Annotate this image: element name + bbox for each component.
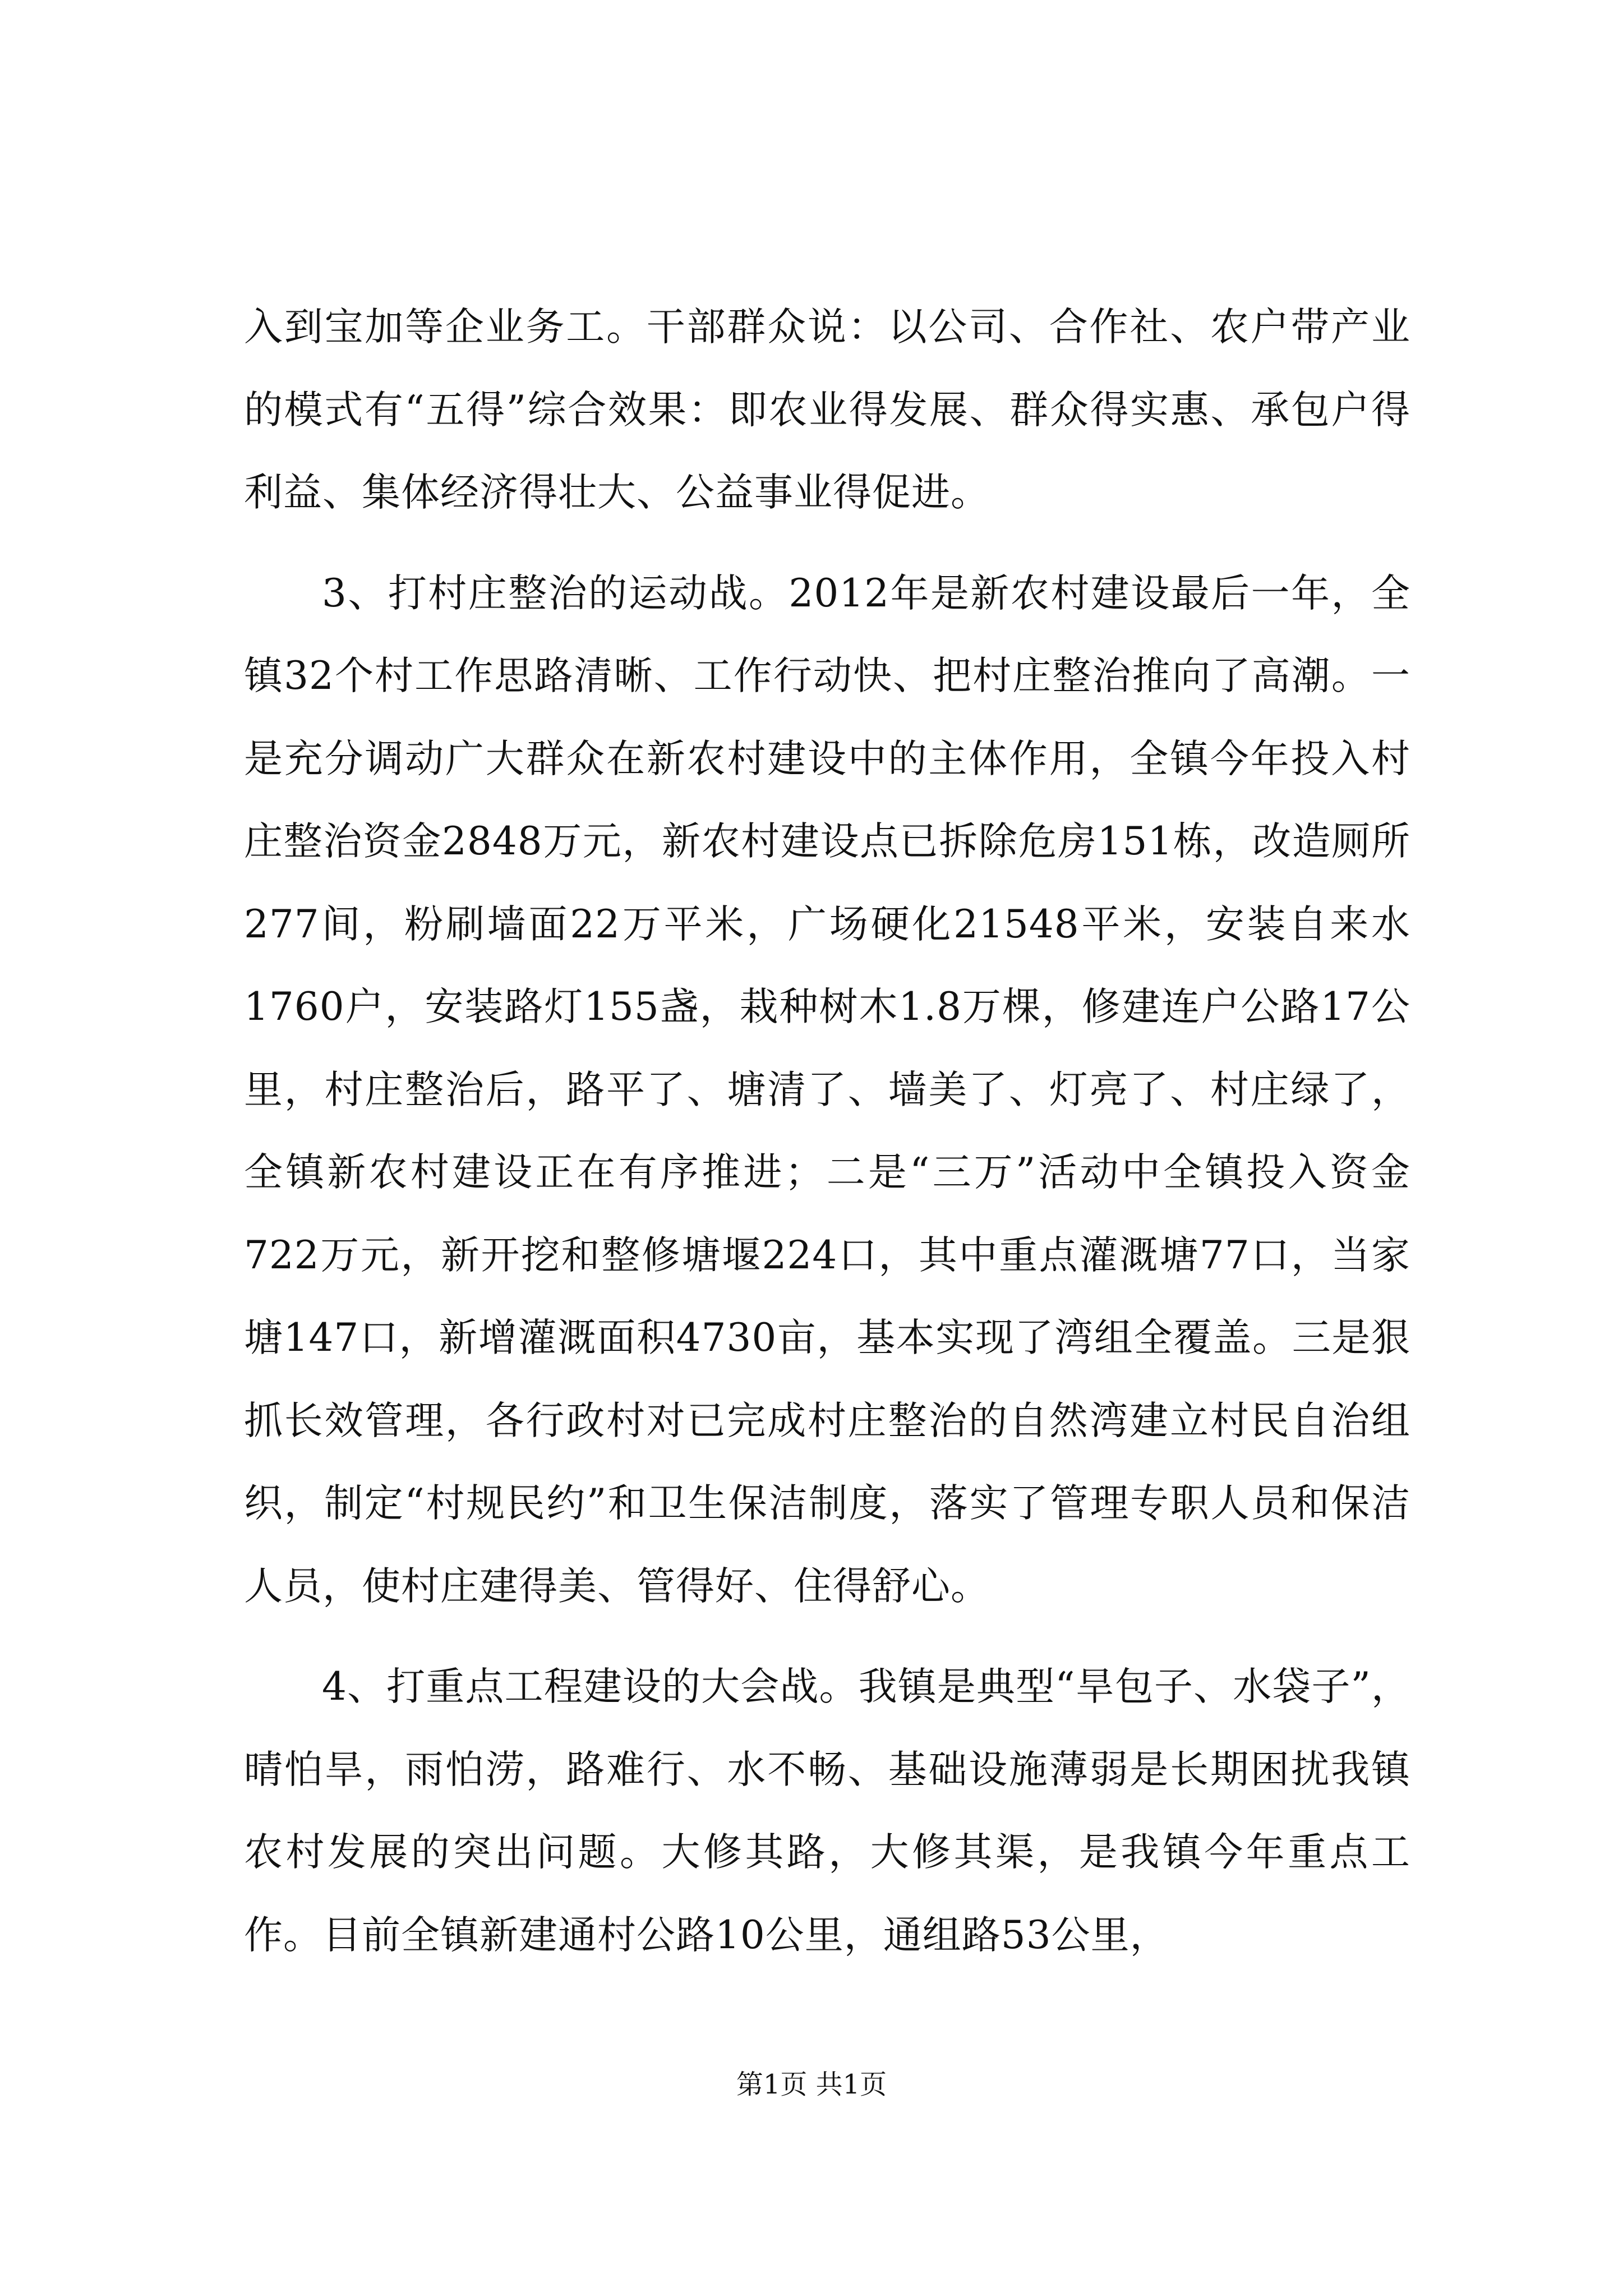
paragraph-continuation: 入到宝加等企业务工。干部群众说：以公司、合作社、农户带产业的模式有“五得”综合效果：即农业得发展、群众得实惠、承包户得利益、集体经济得壮大、公益事业得促进。 (244, 305, 1410, 515)
paragraph-village-renovation: 3、打村庄整治的运动战。2012年是新农村建设最后一年，全镇32个村工作思路清晰、工作行动快、把村庄整治推向了高潮。一是充分调动广大群众在新农村建设中的主体作用，全镇今年投入村庄整治资金2848万元，新农村建设点已拆除危房151栋，改造厕所277间，粉刷墙面22万平米，广场硬化21548平米，安装自来水1760户，安装路灯155盏，栽种树木1.8万棵，修建连户公路17公里，村庄整治后，路平了、塘清了、墙美了、灯亮了、村庄绿了，全镇新农村建设正在有序推进；二是“三万”活动中全镇投入资金722万元，新开挖和整修塘堰224口，其中重点灌溉塘77口，当家塘147口，新增灌溉面积4730亩，基本实现了湾组全覆盖。三是狠抓长效管理，各行政村对已完成村庄整治的自然湾建立村民自治组织，制定“村规民约”和卫生保洁制度，落实了管理专职人员和保洁人员，使村庄建得美、管得好、住得舒心。 (244, 570, 1410, 1609)
page-footer: 第1页 共1页 (736, 2069, 887, 2100)
paragraph-key-projects: 4、打重点工程建设的大会战。我镇是典型“旱包子、水袋子”，晴怕旱，雨怕涝，路难行、水不畅、基础设施薄弱是长期困扰我镇农村发展的突出问题。大修其路，大修其渠，是我镇今年重点工作。目前全镇新建通村公路10公里，通组路53公里， (244, 1664, 1410, 1958)
document-body (244, 286, 1410, 1995)
